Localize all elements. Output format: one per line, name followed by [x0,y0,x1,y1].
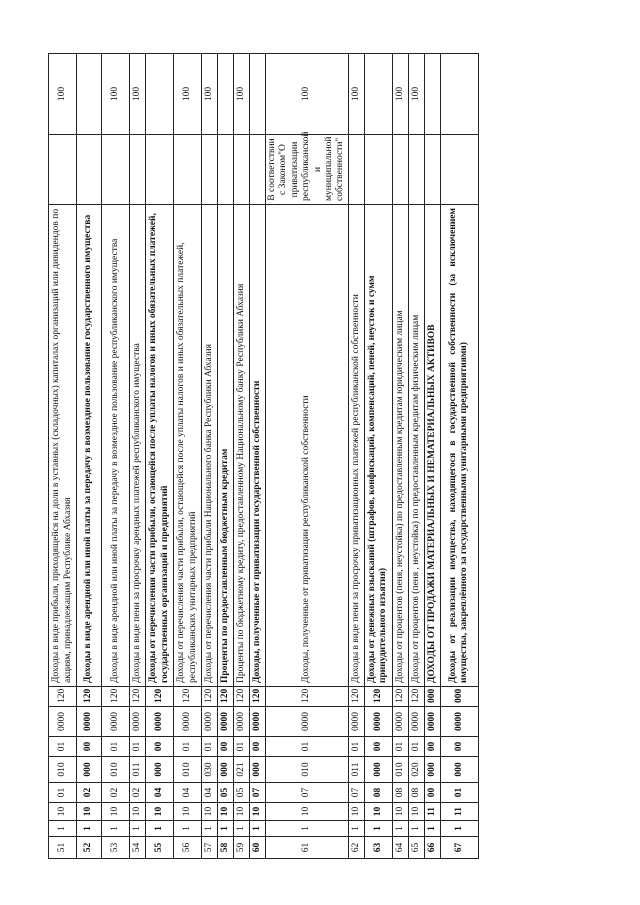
code-cell-n: 56 [174,837,202,859]
code-cell-c: 08 [364,783,392,803]
code-cell-n: 61 [266,837,349,859]
code-cell-f: 0000 [130,707,146,737]
code-cell-g: 000 [440,687,478,707]
percent-cell: 100 [174,54,202,135]
code-cell-f: 0000 [392,707,408,737]
description-cell: Проценты по предоставленным бюджетным кредитам [218,205,234,687]
code-cell-f: 0000 [408,707,424,737]
table-row [146,54,174,859]
code-cell-a: 1 [174,821,202,837]
code-cell-b: 11 [424,803,440,821]
code-cell-d: 010 [174,757,202,783]
code-cell-b: 10 [49,803,77,821]
code-cell-f: 0000 [424,707,440,737]
code-cell-e: 00 [77,737,102,757]
code-cell-e: 01 [392,737,408,757]
table-row [266,54,349,859]
code-cell-a: 1 [266,821,349,837]
code-cell-f: 0000 [440,707,478,737]
code-cell-a: 1 [364,821,392,837]
code-cell-d: 000 [77,757,102,783]
code-cell-n: 59 [234,837,250,859]
legal-basis-cell [130,135,146,205]
code-cell-c: 08 [392,783,408,803]
table-row [364,54,392,859]
code-cell-b: 10 [408,803,424,821]
code-cell-g: 120 [49,687,77,707]
code-cell-f: 0000 [234,707,250,737]
description-cell: Доходы от перечисления части прибыли Национального банка Республики Абхазия [202,205,218,687]
code-cell-e: 00 [424,737,440,757]
code-cell-d: 000 [364,757,392,783]
code-cell-c: 07 [266,783,349,803]
code-cell-n: 58 [218,837,234,859]
table-row [49,54,77,859]
code-cell-c: 05 [234,783,250,803]
code-cell-g: 120 [408,687,424,707]
code-cell-e: 00 [364,737,392,757]
percent-cell: 100 [392,54,408,135]
code-cell-e: 01 [130,737,146,757]
percent-cell: 100 [49,54,77,135]
code-cell-g: 120 [77,687,102,707]
code-cell-n: 65 [408,837,424,859]
description-cell: Доходы от денежных взысканий (штрафов, конфискаций, компенсаций, пеней, неусток и сумм принудительного изъятия) [364,205,392,687]
percent-cell: 100 [202,54,218,135]
percent-cell [77,54,102,135]
code-cell-b: 10 [77,803,102,821]
code-cell-d: 030 [202,757,218,783]
code-cell-e: 01 [174,737,202,757]
table-row [408,54,424,859]
code-cell-b: 11 [440,803,478,821]
code-cell-e: 00 [146,737,174,757]
legal-basis-cell [218,135,234,205]
table-row [440,54,478,859]
percent-cell: 100 [348,54,364,135]
code-cell-n: 66 [424,837,440,859]
legal-basis-cell [440,135,478,205]
code-cell-n: 60 [250,837,266,859]
description-cell: Доходы от перечисления части прибыли, остающейся после уплаты налогов и иных обязательных платежей, республиканских унитарных предприятий [174,205,202,687]
description-cell: Доходы от процентов (пеня , неустойка) по предоставленным кредитам физическим лицам [408,205,424,687]
code-cell-n: 62 [348,837,364,859]
code-cell-e: 01 [202,737,218,757]
table-row [77,54,102,859]
code-cell-b: 10 [102,803,130,821]
description-cell: Доходы, полученные от приватизации государственной собственности [250,205,266,687]
code-cell-g: 120 [364,687,392,707]
percent-cell: 100 [234,54,250,135]
code-cell-a: 1 [130,821,146,837]
code-cell-g: 120 [348,687,364,707]
code-cell-e: 01 [348,737,364,757]
percent-cell: 100 [102,54,130,135]
legal-basis-cell [77,135,102,205]
code-cell-a: 1 [202,821,218,837]
code-cell-g: 120 [130,687,146,707]
code-cell-b: 10 [130,803,146,821]
code-cell-b: 10 [174,803,202,821]
description-cell: Доходы в виде прибыли, приходящейся на доли в уставных (складочных) капиталах организаций или дивидендов по акциям, принадлежащим Республике Абхазия [49,205,77,687]
code-cell-b: 10 [364,803,392,821]
code-cell-g: 120 [250,687,266,707]
legal-basis-cell [250,135,266,205]
code-cell-b: 10 [146,803,174,821]
code-cell-c: 07 [250,783,266,803]
code-cell-c: 07 [348,783,364,803]
code-cell-d: 000 [218,757,234,783]
percent-cell [364,54,392,135]
code-cell-n: 55 [146,837,174,859]
code-cell-e: 01 [234,737,250,757]
code-cell-d: 010 [392,757,408,783]
code-cell-f: 0000 [174,707,202,737]
code-cell-g: 120 [218,687,234,707]
legal-basis-cell: В соответствии с Законом"О приватизации республиканской и муниципальной собственности" [266,135,349,205]
code-cell-d: 000 [250,757,266,783]
table-row [250,54,266,859]
code-cell-d: 011 [348,757,364,783]
code-cell-e: 01 [49,737,77,757]
code-cell-g: 120 [266,687,349,707]
code-cell-b: 10 [202,803,218,821]
code-cell-f: 0000 [250,707,266,737]
description-cell: Доходы, полученные от приватизации республиканской собственности [266,205,349,687]
code-cell-b: 10 [348,803,364,821]
code-cell-e: 00 [440,737,478,757]
table-row [218,54,234,859]
code-cell-c: 04 [146,783,174,803]
code-cell-b: 10 [250,803,266,821]
code-cell-a: 1 [102,821,130,837]
table-row [130,54,146,859]
description-cell: Доходы в виде арендной или иной платы за передачу в возмездное пользование государственного имущества [77,205,102,687]
code-cell-a: 1 [146,821,174,837]
code-cell-f: 0000 [146,707,174,737]
description-cell: Доходы от процентов (пеня, неустойка) по предоставленным кредитам юридическим лицам [392,205,408,687]
code-cell-a: 1 [250,821,266,837]
percent-cell: 100 [266,54,349,135]
code-cell-n: 57 [202,837,218,859]
code-cell-d: 020 [408,757,424,783]
description-cell: Проценты по бюджетному кредиту, предоставленному Национальному банку Республики Абхазия [234,205,250,687]
code-cell-g: 120 [202,687,218,707]
percent-cell [250,54,266,135]
code-cell-e: 00 [218,737,234,757]
code-cell-c: 02 [102,783,130,803]
rotated-table-wrapper [48,54,608,859]
code-cell-c: 05 [218,783,234,803]
description-cell: Доходы в виде пени за просрочку арендных платежей республиканского имущества [130,205,146,687]
code-cell-c: 01 [440,783,478,803]
code-cell-c: 00 [424,783,440,803]
code-cell-c: 04 [174,783,202,803]
percent-cell: 100 [408,54,424,135]
code-cell-d: 010 [49,757,77,783]
table-row [102,54,130,859]
code-cell-e: 01 [102,737,130,757]
legal-basis-cell [364,135,392,205]
description-cell: ДОХОДЫ ОТ ПРОДАЖИ МАТЕРИАЛЬНЫХ И НЕМАТЕРИАЛЬНЫХ АКТИВОВ [424,205,440,687]
legal-basis-cell [49,135,77,205]
code-cell-f: 0000 [266,707,349,737]
code-cell-g: 120 [146,687,174,707]
code-cell-b: 10 [218,803,234,821]
legal-basis-cell [146,135,174,205]
code-cell-f: 0000 [348,707,364,737]
code-cell-d: 000 [440,757,478,783]
revenue-classification-table [48,53,479,859]
table-row [348,54,364,859]
code-cell-f: 0000 [49,707,77,737]
code-cell-d: 011 [130,757,146,783]
percent-cell [146,54,174,135]
code-cell-d: 010 [266,757,349,783]
code-cell-g: 120 [102,687,130,707]
code-cell-c: 02 [77,783,102,803]
code-cell-a: 1 [392,821,408,837]
legal-basis-cell [234,135,250,205]
legal-basis-cell [424,135,440,205]
code-cell-a: 1 [348,821,364,837]
description-cell: Доходы от перечисления части прибыли, остающейся после уплаты налогов и иных обязательных платежей, государственных организаций и предприятий [146,205,174,687]
code-cell-a: 1 [424,821,440,837]
code-cell-g: 000 [424,687,440,707]
legal-basis-cell [202,135,218,205]
code-cell-f: 0000 [102,707,130,737]
legal-basis-cell [348,135,364,205]
code-cell-n: 52 [77,837,102,859]
code-cell-f: 0000 [364,707,392,737]
code-cell-g: 120 [392,687,408,707]
code-cell-c: 02 [130,783,146,803]
legal-basis-cell [392,135,408,205]
code-cell-n: 63 [364,837,392,859]
code-cell-a: 1 [77,821,102,837]
legal-basis-cell [102,135,130,205]
code-cell-e: 01 [408,737,424,757]
code-cell-a: 1 [408,821,424,837]
code-cell-a: 1 [49,821,77,837]
code-cell-n: 67 [440,837,478,859]
code-cell-b: 10 [392,803,408,821]
code-cell-f: 0000 [202,707,218,737]
code-cell-f: 0000 [218,707,234,737]
code-cell-c: 08 [408,783,424,803]
code-cell-a: 1 [234,821,250,837]
legal-basis-cell [174,135,202,205]
code-cell-n: 64 [392,837,408,859]
description-cell: Доходы в виде пени за просрочку приватизационных платежей республиканской собственности [348,205,364,687]
code-cell-n: 53 [102,837,130,859]
code-cell-d: 000 [146,757,174,783]
code-cell-a: 1 [440,821,478,837]
table-row [174,54,202,859]
legal-basis-cell [408,135,424,205]
code-cell-d: 021 [234,757,250,783]
description-cell: Доходы в виде арендной или иной платы за передачу в возмездное пользование республиканского имущества [102,205,130,687]
code-cell-g: 120 [174,687,202,707]
percent-cell: 100 [130,54,146,135]
code-cell-a: 1 [218,821,234,837]
code-cell-c: 01 [49,783,77,803]
percent-cell [440,54,478,135]
code-cell-n: 51 [49,837,77,859]
code-cell-e: 00 [250,737,266,757]
table-row [234,54,250,859]
code-cell-f: 0000 [77,707,102,737]
code-cell-d: 000 [424,757,440,783]
code-cell-n: 54 [130,837,146,859]
code-cell-g: 120 [234,687,250,707]
description-cell: Доходы от реализации имущества, находящегося в государственной собственности (за исключением имущества, закреплённого за государственными унитарными предприятиями) [440,205,478,687]
table-row [392,54,408,859]
code-cell-c: 04 [202,783,218,803]
percent-cell [218,54,234,135]
table-row [424,54,440,859]
code-cell-d: 010 [102,757,130,783]
percent-cell [424,54,440,135]
table-row [202,54,218,859]
code-cell-b: 10 [234,803,250,821]
code-cell-e: 01 [266,737,349,757]
code-cell-b: 10 [266,803,349,821]
